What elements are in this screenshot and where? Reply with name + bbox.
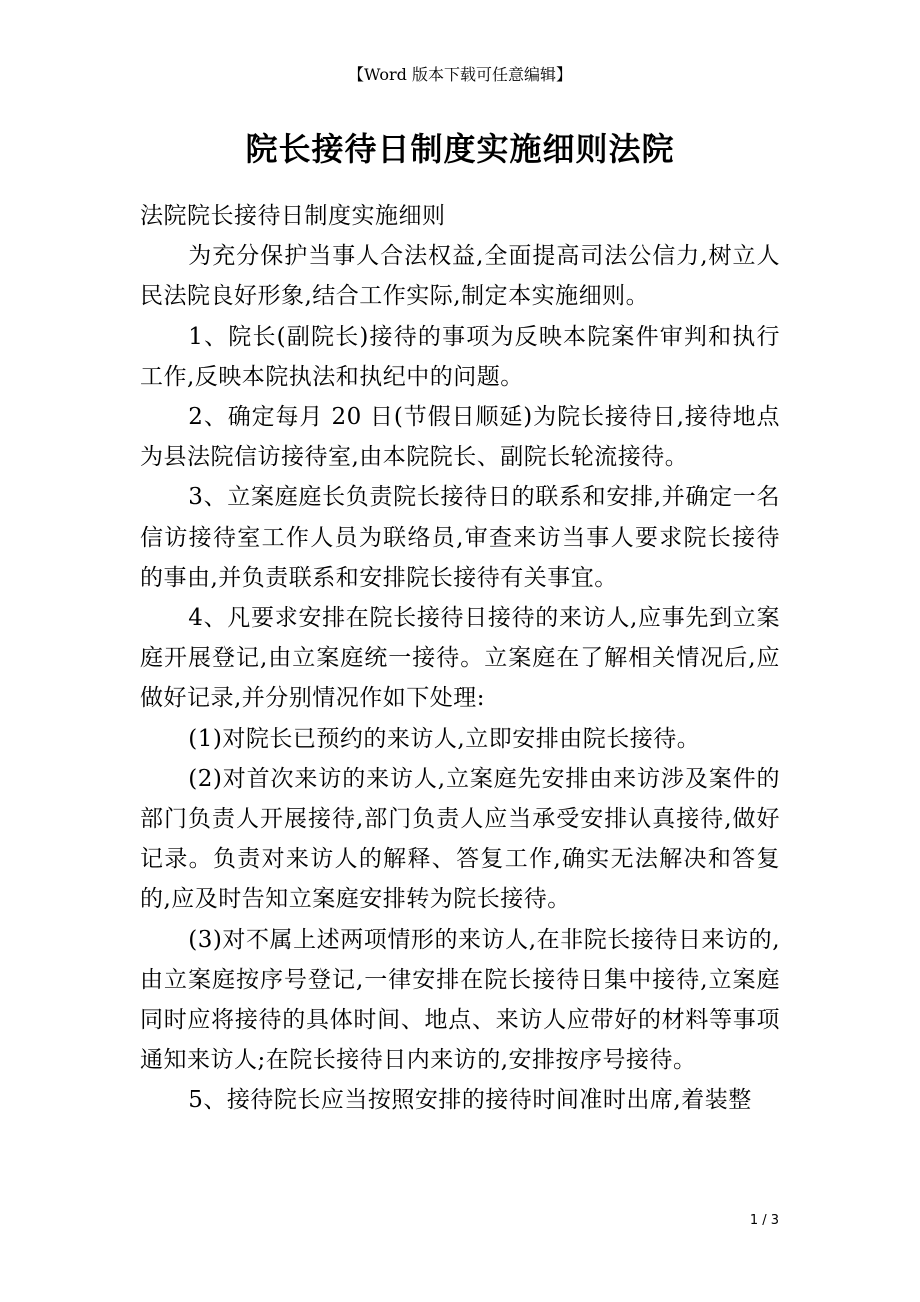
- paragraph-item-1: 1、院长(副院长)接待的事项为反映本院案件审判和执行工作,反映本院执法和执纪中的问题。: [140, 323, 780, 390]
- paragraph-item-3: 3、立案庭庭长负责院长接待日的联系和安排,并确定一名信访接待室工作人员为联络员,审查来访当事人要求院长接待的事由,并负责联系和安排院长接待有关事宜。: [140, 484, 780, 591]
- paragraph-item-4: 4、凡要求安排在院长接待日接待的来访人,应事先到立案庭开展登记,由立案庭统一接待。立案庭在了解相关情况后,应做好记录,并分别情况作如下处理:: [140, 605, 780, 712]
- document-subtitle: 法院院长接待日制度实施细则: [140, 203, 446, 229]
- paragraph-subitem-1: (1)对院长已预约的来访人,立即安排由院长接待。: [188, 725, 701, 752]
- download-banner: 【Word 版本下载可任意编辑】: [348, 65, 572, 84]
- document-title: 院长接待日制度实施细则法院: [245, 130, 675, 168]
- paragraph-subitem-2: (2)对首次来访的来访人,立案庭先安排由来访涉及案件的部门负责人开展接待,部门负责人应当承受安排认真接待,做好记录。负责对来访人的解释、答复工作,确实无法解决和答复的,应及时告知立案庭安排转为院长接待。: [140, 765, 780, 913]
- paragraph-intro: 为充分保护当事人合法权益,全面提高司法公信力,树立人民法院良好形象,结合工作实际,制定本实施细则。: [140, 243, 780, 310]
- paragraph-item-2: 2、确定每月 20 日(节假日顺延)为院长接待日,接待地点为县法院信访接待室,由本院院长、副院长轮流接待。: [140, 404, 780, 471]
- document-body: [140, 196, 780, 1121]
- page-number: 1 / 3: [749, 1213, 779, 1228]
- paragraph-subitem-3: (3)对不属上述两项情形的来访人,在非院长接待日来访的,由立案庭按序号登记,一律安排在院长接待日集中接待,立案庭同时应将接待的具体时间、地点、来访人应带好的材料等事项通知来访人;在院长接待日内来访的,安排按序号接待。: [140, 926, 780, 1074]
- paragraph-item-5: 5、接待院长应当按照安排的接待时间准时出席,着装整: [188, 1087, 752, 1114]
